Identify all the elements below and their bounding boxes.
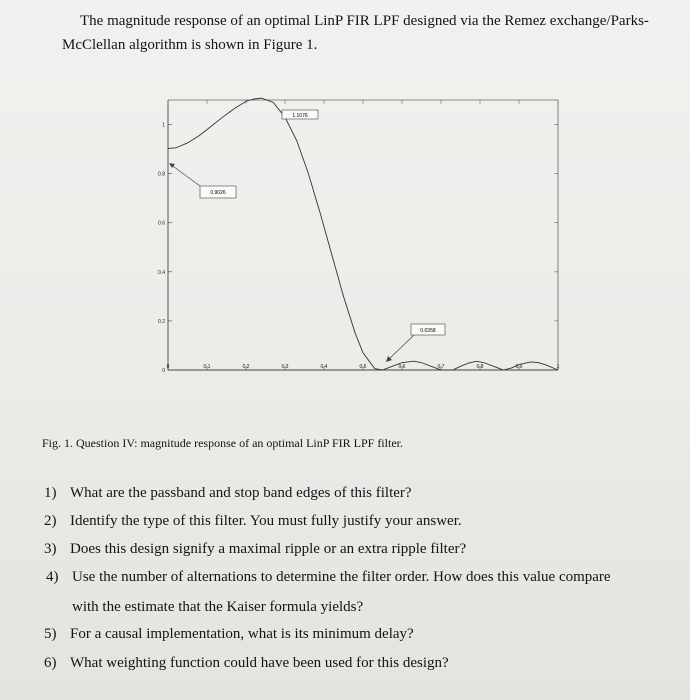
x-tick-label: 0.5	[359, 364, 367, 370]
question-text: For a causal implementation, what is its minimum delay?	[70, 626, 414, 642]
annotation-passband-min-label: 0.9026	[210, 190, 226, 196]
magnitude-curve	[168, 98, 558, 370]
question-number: 6)	[44, 655, 57, 671]
y-tick-label: 0.6	[158, 220, 165, 227]
x-tick-label: 0.7	[437, 364, 445, 370]
x-tick-label: 0	[166, 364, 170, 370]
question-item	[44, 485, 684, 502]
axis-ticks	[158, 100, 560, 374]
annotation-peak-label: 1.1076	[292, 113, 308, 119]
annotation-stopband-ripple	[386, 324, 445, 362]
x-tick-label: 0.4	[320, 364, 328, 370]
annotation-peak	[282, 110, 318, 119]
question-item	[44, 513, 684, 530]
question-text: Does this design signify a maximal ripple or an extra ripple filter?	[70, 541, 467, 557]
intro-line-2: McClellan algorithm is shown in Figure 1.	[62, 37, 318, 53]
x-tick-label: 0.8	[476, 364, 484, 370]
question-item	[44, 655, 684, 672]
question-number: 5)	[44, 626, 57, 642]
question-number: 1)	[44, 485, 57, 501]
question-item	[46, 569, 686, 616]
figure-caption: Fig. 1. Question IV: magnitude response of an optimal LinP FIR LPF filter.	[42, 436, 403, 450]
x-tick-label: 0.3	[281, 364, 289, 370]
question-number: 3)	[44, 541, 57, 557]
plot-frame	[168, 100, 558, 370]
y-tick-label: 0	[162, 368, 165, 374]
question-text-continued: with the estimate that the Kaiser formula yields?	[72, 599, 364, 615]
annotation-stopband-ripple-label: 0.0358	[420, 328, 436, 334]
question-number: 2)	[44, 513, 57, 529]
annotation-passband-min	[169, 163, 236, 198]
question-item	[44, 541, 684, 558]
x-tick-label: 0.9	[515, 364, 523, 370]
y-tick-label: 0.4	[158, 269, 165, 276]
y-tick-label: 0.8	[158, 171, 165, 178]
question-number: 4)	[46, 569, 59, 585]
question-item	[44, 626, 684, 643]
x-tick-label: 0.6	[398, 364, 406, 370]
y-tick-label: 1	[162, 122, 165, 129]
x-tick-label: 0.2	[242, 364, 250, 370]
intro-line-1: The magnitude response of an optimal LinP FIR LPF designed via the Remez exchange/Parks-	[80, 13, 649, 29]
x-tick-label: 0.1	[203, 364, 211, 370]
question-text: What are the passband and stop band edges of this filter?	[70, 485, 412, 501]
question-text: What weighting function could have been used for this design?	[70, 655, 449, 671]
question-text: Use the number of alternations to determine the filter order. How does this value compare	[72, 569, 611, 585]
question-text: Identify the type of this filter. You must fully justify your answer.	[70, 513, 462, 529]
magnitude-response-figure	[148, 90, 568, 390]
y-tick-label: 0.2	[158, 318, 165, 325]
x-tick-label: 1	[556, 364, 560, 370]
intro-paragraph	[62, 9, 662, 57]
